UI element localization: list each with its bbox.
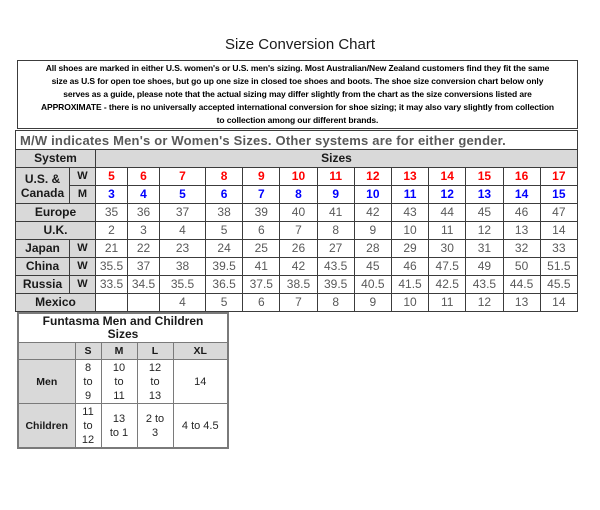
- funtasma-header-row: [18, 343, 228, 360]
- size-cell: 23: [160, 240, 206, 258]
- size-cell: 10: [391, 222, 428, 240]
- size-cell: 12: [466, 222, 503, 240]
- size-cell: 30: [429, 240, 466, 258]
- size-cell: 9: [354, 294, 391, 312]
- table-row-uk: [16, 222, 578, 240]
- size-cell: 16: [503, 168, 540, 186]
- size-cell: 36.5: [206, 276, 243, 294]
- table-row-europe: [16, 204, 578, 222]
- table-row-japan: [16, 240, 578, 258]
- size-cell: 14: [540, 222, 577, 240]
- size-cell: 39.5: [206, 258, 243, 276]
- size-cell: 28: [354, 240, 391, 258]
- size-cell: 25: [243, 240, 280, 258]
- size-cell: 26: [280, 240, 317, 258]
- size-cell: 7: [160, 168, 206, 186]
- size-cell: 35: [96, 204, 128, 222]
- size-cell: 12: [354, 168, 391, 186]
- size-cell: 46: [391, 258, 428, 276]
- size-cell: 7: [280, 222, 317, 240]
- size-cell: 42: [354, 204, 391, 222]
- table-row-china: [16, 258, 578, 276]
- row-label-china: China: [16, 258, 70, 276]
- size-cell: 43.5: [466, 276, 503, 294]
- column-header-m: M: [101, 343, 137, 360]
- size-cell: 34.5: [128, 276, 160, 294]
- size-cell: 37: [160, 204, 206, 222]
- size-cell: 14: [540, 294, 577, 312]
- sizes-header: Sizes: [96, 150, 578, 168]
- table-row-header: [16, 150, 578, 168]
- row-label-russia: Russia: [16, 276, 70, 294]
- size-cell: 17: [540, 168, 577, 186]
- size-cell: 51.5: [540, 258, 577, 276]
- table-row-mexico: [16, 294, 578, 312]
- size-cell: 47: [540, 204, 577, 222]
- size-cell: 35.5: [160, 276, 206, 294]
- size-cell: 8: [206, 168, 243, 186]
- size-cell: 41.5: [391, 276, 428, 294]
- page-title: Size Conversion Chart: [224, 36, 376, 53]
- row-label-europe: Europe: [16, 204, 96, 222]
- size-cell: 42.5: [429, 276, 466, 294]
- table-row-us-men: [16, 186, 578, 204]
- size-cell: 40.5: [354, 276, 391, 294]
- size-cell: 11: [429, 222, 466, 240]
- size-cell: 45: [466, 204, 503, 222]
- size-cell: 22: [128, 240, 160, 258]
- size-cell: 13: [391, 168, 428, 186]
- size-cell: 29: [391, 240, 428, 258]
- size-cell: 10: [280, 168, 317, 186]
- system-header: System: [16, 150, 96, 168]
- size-cell: 39: [243, 204, 280, 222]
- size-cell: 43: [391, 204, 428, 222]
- size-cell: 10: [354, 186, 391, 204]
- size-cell: 4: [160, 222, 206, 240]
- row-label-mexico: Mexico: [16, 294, 96, 312]
- size-range-cell: 10 to 11: [101, 360, 137, 404]
- size-cell: 31: [466, 240, 503, 258]
- size-cell: 9: [243, 168, 280, 186]
- size-cell: 4: [160, 294, 206, 312]
- corner-cell: [18, 343, 75, 360]
- size-cell: 6: [243, 294, 280, 312]
- size-cell: [128, 294, 160, 312]
- mw-note: M/W indicates Men's or Women's Sizes. Other systems are for either gender.: [16, 131, 578, 150]
- size-cell: 13: [503, 294, 540, 312]
- size-cell: 10: [391, 294, 428, 312]
- size-cell: 21: [96, 240, 128, 258]
- gender-label-w: W: [70, 168, 96, 186]
- funtasma-size-table: [17, 312, 229, 449]
- funtasma-title-row: [18, 313, 228, 343]
- size-cell: 38: [206, 204, 243, 222]
- size-cell: 33.5: [96, 276, 128, 294]
- size-range-cell: 13 to 1: [101, 404, 137, 449]
- size-cell: 4: [128, 186, 160, 204]
- size-cell: 33: [540, 240, 577, 258]
- size-cell: 6: [243, 222, 280, 240]
- size-cell: 12: [466, 294, 503, 312]
- size-cell: 15: [540, 186, 577, 204]
- size-cell: 2: [96, 222, 128, 240]
- size-cell: 41: [243, 258, 280, 276]
- size-conversion-table: [15, 130, 578, 312]
- size-cell: 45.5: [540, 276, 577, 294]
- row-label-japan: Japan: [16, 240, 70, 258]
- size-cell: 38: [160, 258, 206, 276]
- size-cell: 11: [317, 168, 354, 186]
- gender-label-w: W: [70, 276, 96, 294]
- size-cell: 37: [128, 258, 160, 276]
- gender-label-w: W: [70, 258, 96, 276]
- size-cell: 9: [354, 222, 391, 240]
- size-cell: 46: [503, 204, 540, 222]
- size-range-cell: 14: [173, 360, 228, 404]
- size-cell: 24: [206, 240, 243, 258]
- size-range-cell: 4 to 4.5: [173, 404, 228, 449]
- size-range-cell: 8 to 9: [75, 360, 101, 404]
- size-cell: 8: [280, 186, 317, 204]
- size-cell: 9: [317, 186, 354, 204]
- size-cell: 8: [317, 294, 354, 312]
- size-cell: 3: [128, 222, 160, 240]
- size-cell: 37.5: [243, 276, 280, 294]
- size-cell: 11: [391, 186, 428, 204]
- size-cell: 14: [429, 168, 466, 186]
- size-cell: 13: [503, 222, 540, 240]
- size-cell: 5: [96, 168, 128, 186]
- size-cell: 5: [160, 186, 206, 204]
- size-cell: 45: [354, 258, 391, 276]
- funtasma-row-men: [18, 360, 228, 404]
- size-cell: 14: [503, 186, 540, 204]
- size-cell: 47.5: [429, 258, 466, 276]
- size-cell: 39.5: [317, 276, 354, 294]
- funtasma-row-children: [18, 404, 228, 449]
- size-cell: 49: [466, 258, 503, 276]
- size-cell: 6: [128, 168, 160, 186]
- size-cell: 50: [503, 258, 540, 276]
- gender-label-m: M: [70, 186, 96, 204]
- size-cell: 35.5: [96, 258, 128, 276]
- size-cell: 13: [466, 186, 503, 204]
- size-cell: 8: [317, 222, 354, 240]
- size-range-cell: 2 to 3: [137, 404, 173, 449]
- size-cell: 44: [429, 204, 466, 222]
- column-header-l: L: [137, 343, 173, 360]
- size-cell: 5: [206, 222, 243, 240]
- column-header-xl: XL: [173, 343, 228, 360]
- table-row-russia: [16, 276, 578, 294]
- size-cell: 40: [280, 204, 317, 222]
- size-cell: 7: [280, 294, 317, 312]
- size-cell: 42: [280, 258, 317, 276]
- size-cell: 11: [429, 294, 466, 312]
- size-cell: 5: [206, 294, 243, 312]
- table-row-note: [16, 131, 578, 150]
- table-row-us-women: [16, 168, 578, 186]
- size-range-cell: 11 to 12: [75, 404, 101, 449]
- size-cell: 12: [429, 186, 466, 204]
- row-label-children: Children: [18, 404, 75, 449]
- size-cell: 3: [96, 186, 128, 204]
- column-header-s: S: [75, 343, 101, 360]
- size-cell: 43.5: [317, 258, 354, 276]
- size-cell: 41: [317, 204, 354, 222]
- size-cell: 7: [243, 186, 280, 204]
- size-cell: 15: [466, 168, 503, 186]
- funtasma-table-title: Funtasma Men and Children Sizes: [18, 313, 228, 343]
- size-cell: 38.5: [280, 276, 317, 294]
- size-cell: 6: [206, 186, 243, 204]
- size-cell: 36: [128, 204, 160, 222]
- size-cell: 32: [503, 240, 540, 258]
- row-label-uk: U.K.: [16, 222, 96, 240]
- intro-note: All shoes are marked in either U.S. women's or U.S. men's sizing. Most Australian/New Zealand customers find they fit the same size as U.S for open toe shoes, but go up one size in closed toe shoes and boots. The shoe size conversion chart below only serves as a guide, please note that the actual sizing may differ slightly from the chart as the size conversions listed are APPROXIMATE - there is no universally accepted international conversion for shoe sizing; it may also vary slightly from collection to collection among our different brands.: [17, 60, 578, 129]
- row-label-us-canada: U.S. & Canada: [16, 168, 70, 204]
- size-cell: [96, 294, 128, 312]
- size-range-cell: 12 to 13: [137, 360, 173, 404]
- size-cell: 27: [317, 240, 354, 258]
- row-label-men: Men: [18, 360, 75, 404]
- gender-label-w: W: [70, 240, 96, 258]
- size-cell: 44.5: [503, 276, 540, 294]
